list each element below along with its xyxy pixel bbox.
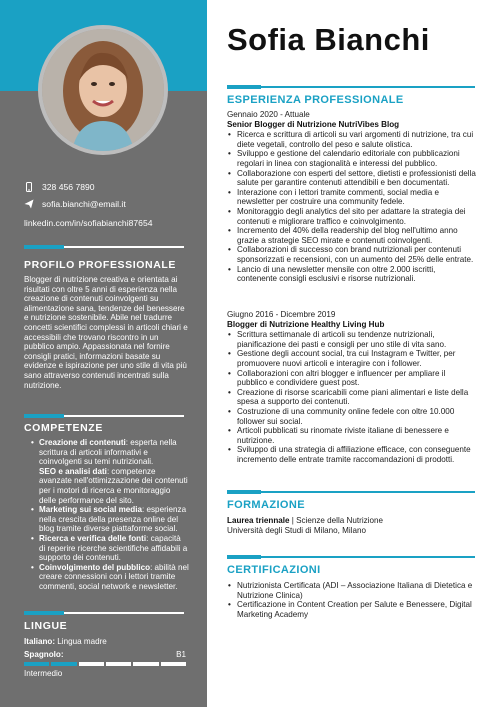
- skill-item: • Coinvolgimento del pubblico: abilità nel creare connessioni con i lettori tramite commenti, social network e newsletter.: [39, 563, 189, 592]
- person-name: Sofia Bianchi: [227, 22, 430, 57]
- job-title: Blogger di Nutrizione Healthy Living Hub: [227, 319, 385, 329]
- experience-heading: ESPERIENZA PROFESSIONALE: [227, 94, 404, 106]
- job-bullet: • Scrittura settimanale di articoli su tendenze nutrizionali, pianificazione dei pasti e consigli per uno stile di vita sano.: [237, 330, 477, 349]
- level-segment: [106, 662, 131, 666]
- language-second: Spagnolo: B1: [24, 650, 186, 659]
- job-title: Senior Blogger di Nutrizione NutriVibes Blog: [227, 119, 400, 129]
- job-bullet: • Interazione con i lettori tramite commenti, social media e newsletter per costruire una community fedele.: [237, 188, 477, 207]
- level-segment: [51, 662, 76, 666]
- skill-item: • Marketing sui social media: esperienza nella crescita della presenza online del blog tramite diverse piattaforme social.: [39, 505, 189, 534]
- language-level: B1: [176, 650, 186, 659]
- phone-icon: [24, 182, 34, 192]
- job-bullet: • Articoli pubblicati su rinomate riviste italiane di benessere e nutrizione.: [237, 426, 477, 445]
- contact-linkedin: [24, 218, 153, 228]
- skill-item: • Creazione di contenuti: esperta nella scrittura di articoli informativi e coinvolgenti su temi nutrizionali.: [39, 438, 189, 467]
- skill-item: SEO e analisi dati: competenze avanzate nell'ottimizzazione dei contenuti per i motori di ricerca e monitoraggio delle performance del sito.: [39, 466, 188, 505]
- language-native: Italiano: Lingua madre: [24, 637, 107, 646]
- language-level-bar: [24, 662, 186, 666]
- level-segment: [133, 662, 158, 666]
- degree-line: Laurea triennale | Scienze della Nutrizione: [227, 516, 383, 525]
- skills-divider: [24, 415, 184, 417]
- sidebar: [0, 0, 207, 707]
- certification-item: • Nutrizionista Certificata (ADI – Associazione Italiana di Dietetica e Nutrizione Clinica): [237, 581, 477, 600]
- job-bullet: • Lancio di una newsletter mensile con oltre 2.000 iscritti, contenente consigli esclusivi e risorse nutrizionali.: [237, 265, 477, 284]
- language-second-desc: Intermedio: [24, 669, 63, 678]
- job-bullet: • Sviluppo di una strategia di affiliazione efficace, con conseguente incremento delle entrate tramite raccomandazioni di prodotti.: [237, 445, 477, 464]
- skill-item: • Ricerca e verifica delle fonti: capacità di reperire ricerche scientifiche affidabili a supporto dei contenuti.: [39, 534, 189, 563]
- certifications-divider: [227, 556, 475, 558]
- job-bullet: • Costruzione di una community online fedele con oltre 10.000 follower sui social.: [237, 407, 477, 426]
- languages-divider: [24, 612, 184, 614]
- job-1: [227, 110, 477, 284]
- profile-divider: [24, 246, 184, 248]
- profile-text: [24, 275, 189, 390]
- experience-divider: [227, 86, 475, 88]
- education-heading: FORMAZIONE: [227, 499, 305, 511]
- contact-email: [24, 199, 126, 209]
- job-bullet: • Incremento del 40% della readership del blog nell'ultimo anno grazie a strategie SEO mirate e contenuti coinvolgenti.: [237, 226, 477, 245]
- job-bullet: • Collaborazione con esperti del settore, dietisti e professionisti della salute per garantire contenuti attendibili e ben documentati.: [237, 169, 477, 188]
- portrait-illustration: [42, 29, 164, 151]
- linkedin-link[interactable]: linkedin.com/in/sofiabianchi87654: [24, 218, 153, 228]
- job-bullet: • Collaborazioni con altri blogger e influencer per ampliare il pubblico e condividere guest post.: [237, 369, 477, 388]
- job-bullet: • Monitoraggio degli analytics del sito per adattare la strategia dei contenuti e migliorare traffico e coinvolgimento.: [237, 207, 477, 226]
- contact-phone: [24, 182, 95, 192]
- job-bullet: • Ricerca e scrittura di articoli su vari argomenti di nutrizione, tra cui diete vegetali, controllo del peso e salute olistica.: [237, 130, 477, 149]
- job-bullets: [227, 130, 477, 284]
- job-bullet: • Sviluppo e gestione del calendario editoriale con pubblicazioni regolari in linea con stagionalità e interessi del pubblico.: [237, 149, 477, 168]
- school-line: Università degli Studi di Milano, Milano: [227, 525, 367, 535]
- job-bullet: • Collaborazioni di successo con brand nutrizionali per contenuti sponsorizzati e recensioni, con un aumento del 25% delle entrate.: [237, 245, 477, 264]
- job-bullet: • Creazione di risorse scaricabili come piani alimentari e liste della spesa a supporto dei contenuti.: [237, 388, 477, 407]
- job-dates: Giugno 2016 - Dicembre 2019: [227, 310, 336, 319]
- education-entry: [227, 516, 477, 535]
- skills-heading: COMPETENZE: [24, 422, 103, 434]
- certifications-list: [227, 580, 477, 619]
- job-2: [227, 310, 477, 465]
- profile-heading: PROFILO PROFESSIONALE: [24, 259, 177, 271]
- phone-number: 328 456 7890: [42, 182, 95, 192]
- job-bullets: [227, 330, 477, 464]
- certifications-heading: CERTIFICAZIONI: [227, 564, 321, 576]
- certification-item: • Certificazione in Content Creation per Salute e Benessere, Digital Marketing Academy: [237, 600, 477, 619]
- level-segment: [24, 662, 49, 666]
- level-segment: [161, 662, 186, 666]
- job-dates: Gennaio 2020 - Attuale: [227, 110, 310, 119]
- profile-photo: [38, 25, 168, 155]
- education-divider: [227, 491, 475, 493]
- send-icon: [24, 199, 34, 209]
- level-segment: [79, 662, 104, 666]
- languages-heading: LINGUE: [24, 620, 68, 632]
- job-bullet: • Gestione degli account social, tra cui Instagram e Twitter, per promuovere nuovi articoli e interagire con i follower.: [237, 349, 477, 368]
- profile-paragraph: Blogger di nutrizione creativa e orientata ai risultati con oltre 5 anni di esperienza nella creazione di contenuti coinvolgenti su alimentazione sana, tendenze del benessere e nutrizione sostenibile. Abile nel tradurre concetti scientifici complessi in articoli chiari e accessibili che trovano riscontro in un pubblico ampio. Appassionata nel fornire consigli pratici, informazioni basate su evidenze e ispirazione per uno stile di vita più sano attraverso contenuti incentrati sulla nutrizione.: [24, 275, 188, 390]
- email-address[interactable]: sofia.bianchi@email.it: [42, 199, 126, 209]
- skills-list: [31, 438, 189, 592]
